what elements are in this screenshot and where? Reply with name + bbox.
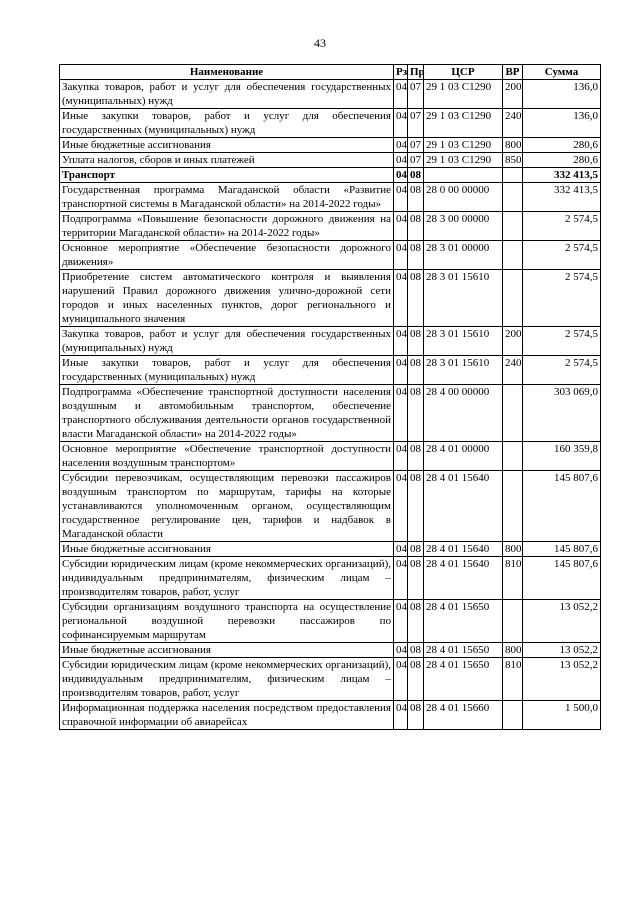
cell-name: Основное мероприятие «Обеспечение транспортной доступности населения воздушным транспортом» <box>60 442 394 471</box>
cell-name: Иные бюджетные ассигнования <box>60 542 394 557</box>
cell-rz: 04 <box>394 168 408 183</box>
table-row <box>60 109 601 138</box>
cell-vr <box>503 385 523 442</box>
cell-vr: 810 <box>503 557 523 600</box>
cell-vr: 240 <box>503 356 523 385</box>
table-row <box>60 658 601 701</box>
cell-sum: 145 807,6 <box>523 471 601 542</box>
cell-name: Закупка товаров, работ и услуг для обеспечения государственных (муниципальных) нужд <box>60 80 394 109</box>
page-number: 43 <box>314 36 326 50</box>
cell-rz: 04 <box>394 701 408 730</box>
cell-name: Основное мероприятие «Обеспечение безопасности дорожного движения» <box>60 241 394 270</box>
cell-csr: 28 4 01 15640 <box>424 557 503 600</box>
cell-vr <box>503 701 523 730</box>
header-name: Наименование <box>60 65 394 80</box>
cell-csr: 29 1 03 С1290 <box>424 109 503 138</box>
table-body <box>60 80 601 730</box>
cell-rz: 04 <box>394 327 408 356</box>
cell-name: Субсидии юридическим лицам (кроме некоммерческих организаций), индивидуальным предпринимателям, физическим лицам – производителям товаров, работ, услуг <box>60 658 394 701</box>
cell-sum: 2 574,5 <box>523 270 601 327</box>
cell-pr: 08 <box>408 168 424 183</box>
header-rz: Рз <box>394 65 408 80</box>
cell-name: Подпрограмма «Обеспечение транспортной доступности населения воздушным и автомобильным транспортом, обеспечение транспортного обслуживания деятельности органов государственной власти Магаданской области» на 2014-2022 годы» <box>60 385 394 442</box>
cell-sum: 13 052,2 <box>523 643 601 658</box>
cell-csr: 28 4 01 15640 <box>424 542 503 557</box>
cell-csr: 28 4 01 15650 <box>424 658 503 701</box>
table-row <box>60 327 601 356</box>
cell-name: Субсидии организациям воздушного транспорта на осуществление региональной воздушной перевозки пассажиров по софинансируемым маршрутам <box>60 600 394 643</box>
cell-sum: 332 413,5 <box>523 168 601 183</box>
cell-pr: 07 <box>408 80 424 109</box>
cell-name: Закупка товаров, работ и услуг для обеспечения государственных (муниципальных) нужд <box>60 327 394 356</box>
table-row <box>60 600 601 643</box>
cell-sum: 1 500,0 <box>523 701 601 730</box>
cell-csr: 28 3 01 15610 <box>424 356 503 385</box>
table-row <box>60 80 601 109</box>
cell-sum: 303 069,0 <box>523 385 601 442</box>
cell-vr: 240 <box>503 109 523 138</box>
cell-csr: 29 1 03 С1290 <box>424 80 503 109</box>
cell-rz: 04 <box>394 356 408 385</box>
cell-rz: 04 <box>394 442 408 471</box>
cell-name: Транспорт <box>60 168 394 183</box>
cell-rz: 04 <box>394 658 408 701</box>
cell-pr: 08 <box>408 241 424 270</box>
cell-vr <box>503 471 523 542</box>
cell-pr: 08 <box>408 183 424 212</box>
cell-rz: 04 <box>394 557 408 600</box>
cell-pr: 08 <box>408 212 424 241</box>
cell-rz: 04 <box>394 385 408 442</box>
cell-pr: 07 <box>408 153 424 168</box>
cell-rz: 04 <box>394 183 408 212</box>
header-csr: ЦСР <box>424 65 503 80</box>
cell-name: Субсидии юридическим лицам (кроме некоммерческих организаций), индивидуальным предпринимателям, физическим лицам – производителям товаров, работ, услуг <box>60 557 394 600</box>
cell-pr: 08 <box>408 701 424 730</box>
cell-sum: 13 052,2 <box>523 600 601 643</box>
table-row <box>60 643 601 658</box>
cell-sum: 2 574,5 <box>523 212 601 241</box>
cell-pr: 08 <box>408 270 424 327</box>
table-row <box>60 385 601 442</box>
cell-sum: 280,6 <box>523 138 601 153</box>
cell-pr: 08 <box>408 327 424 356</box>
table-row <box>60 557 601 600</box>
cell-name: Государственная программа Магаданской области «Развитие транспортной системы в Магаданской области» на 2014-2022 годы» <box>60 183 394 212</box>
cell-csr: 28 4 00 00000 <box>424 385 503 442</box>
cell-vr <box>503 241 523 270</box>
cell-csr: 28 0 00 00000 <box>424 183 503 212</box>
cell-vr: 800 <box>503 138 523 153</box>
cell-csr: 28 3 01 15610 <box>424 327 503 356</box>
cell-pr: 08 <box>408 471 424 542</box>
cell-pr: 08 <box>408 658 424 701</box>
cell-csr <box>424 168 503 183</box>
cell-name: Иные бюджетные ассигнования <box>60 138 394 153</box>
cell-rz: 04 <box>394 270 408 327</box>
cell-name: Иные закупки товаров, работ и услуг для обеспечения государственных (муниципальных) нужд <box>60 109 394 138</box>
cell-vr <box>503 212 523 241</box>
cell-csr: 29 1 03 С1290 <box>424 153 503 168</box>
table-row <box>60 356 601 385</box>
cell-name: Иные закупки товаров, работ и услуг для обеспечения государственных (муниципальных) нужд <box>60 356 394 385</box>
cell-pr: 08 <box>408 600 424 643</box>
cell-pr: 07 <box>408 138 424 153</box>
cell-sum: 2 574,5 <box>523 327 601 356</box>
cell-vr: 850 <box>503 153 523 168</box>
cell-rz: 04 <box>394 471 408 542</box>
budget-table <box>59 64 601 730</box>
cell-name: Подпрограмма «Повышение безопасности дорожного движения на территории Магаданской области» на 2014-2022 годы» <box>60 212 394 241</box>
cell-rz: 04 <box>394 241 408 270</box>
cell-csr: 28 3 00 00000 <box>424 212 503 241</box>
table-header-row <box>60 65 601 80</box>
cell-vr: 800 <box>503 542 523 557</box>
table-row <box>60 138 601 153</box>
cell-name: Информационная поддержка населения посредством предоставления справочной информации об авиарейсах <box>60 701 394 730</box>
cell-pr: 08 <box>408 542 424 557</box>
cell-vr <box>503 168 523 183</box>
cell-pr: 08 <box>408 356 424 385</box>
table-row <box>60 241 601 270</box>
cell-csr: 28 4 01 15640 <box>424 471 503 542</box>
cell-vr <box>503 270 523 327</box>
cell-rz: 04 <box>394 542 408 557</box>
table-row <box>60 542 601 557</box>
table-row <box>60 183 601 212</box>
cell-csr: 28 3 01 00000 <box>424 241 503 270</box>
header-sum: Сумма <box>523 65 601 80</box>
cell-name: Уплата налогов, сборов и иных платежей <box>60 153 394 168</box>
table-row <box>60 212 601 241</box>
cell-csr: 28 4 01 15650 <box>424 643 503 658</box>
cell-sum: 2 574,5 <box>523 241 601 270</box>
cell-vr: 200 <box>503 80 523 109</box>
cell-sum: 136,0 <box>523 80 601 109</box>
cell-name: Субсидии перевозчикам, осуществляющим перевозки пассажиров воздушным транспортом по маршрутам, тарифы на которые устанавливаются уполномоченным органом, осуществляющим государственное регулирование цен, тарифов и надбавок в Магаданской области <box>60 471 394 542</box>
cell-vr: 800 <box>503 643 523 658</box>
cell-name: Иные бюджетные ассигнования <box>60 643 394 658</box>
cell-csr: 28 4 01 00000 <box>424 442 503 471</box>
cell-name: Приобретение систем автоматического контроля и выявления нарушений Правил дорожного движения улично-дорожной сети городов и иных населенных пунктов, дорог регионального и муниципального значения <box>60 270 394 327</box>
header-vr: ВР <box>503 65 523 80</box>
cell-vr: 810 <box>503 658 523 701</box>
cell-sum: 145 807,6 <box>523 557 601 600</box>
cell-rz: 04 <box>394 212 408 241</box>
cell-rz: 04 <box>394 138 408 153</box>
cell-rz: 04 <box>394 80 408 109</box>
cell-sum: 13 052,2 <box>523 658 601 701</box>
cell-rz: 04 <box>394 600 408 643</box>
cell-pr: 07 <box>408 109 424 138</box>
cell-vr <box>503 600 523 643</box>
cell-vr <box>503 442 523 471</box>
header-pr: Пр <box>408 65 424 80</box>
cell-sum: 160 359,8 <box>523 442 601 471</box>
cell-csr: 28 4 01 15650 <box>424 600 503 643</box>
cell-csr: 29 1 03 С1290 <box>424 138 503 153</box>
cell-sum: 332 413,5 <box>523 183 601 212</box>
cell-sum: 2 574,5 <box>523 356 601 385</box>
cell-pr: 08 <box>408 442 424 471</box>
cell-sum: 145 807,6 <box>523 542 601 557</box>
cell-rz: 04 <box>394 153 408 168</box>
cell-sum: 136,0 <box>523 109 601 138</box>
cell-rz: 04 <box>394 643 408 658</box>
table-row <box>60 442 601 471</box>
table-row <box>60 701 601 730</box>
cell-rz: 04 <box>394 109 408 138</box>
table-row <box>60 471 601 542</box>
cell-csr: 28 3 01 15610 <box>424 270 503 327</box>
cell-vr: 200 <box>503 327 523 356</box>
cell-pr: 08 <box>408 643 424 658</box>
cell-sum: 280,6 <box>523 153 601 168</box>
cell-vr <box>503 183 523 212</box>
cell-csr: 28 4 01 15660 <box>424 701 503 730</box>
cell-pr: 08 <box>408 385 424 442</box>
table-row <box>60 168 601 183</box>
table-row <box>60 153 601 168</box>
cell-pr: 08 <box>408 557 424 600</box>
table-row <box>60 270 601 327</box>
